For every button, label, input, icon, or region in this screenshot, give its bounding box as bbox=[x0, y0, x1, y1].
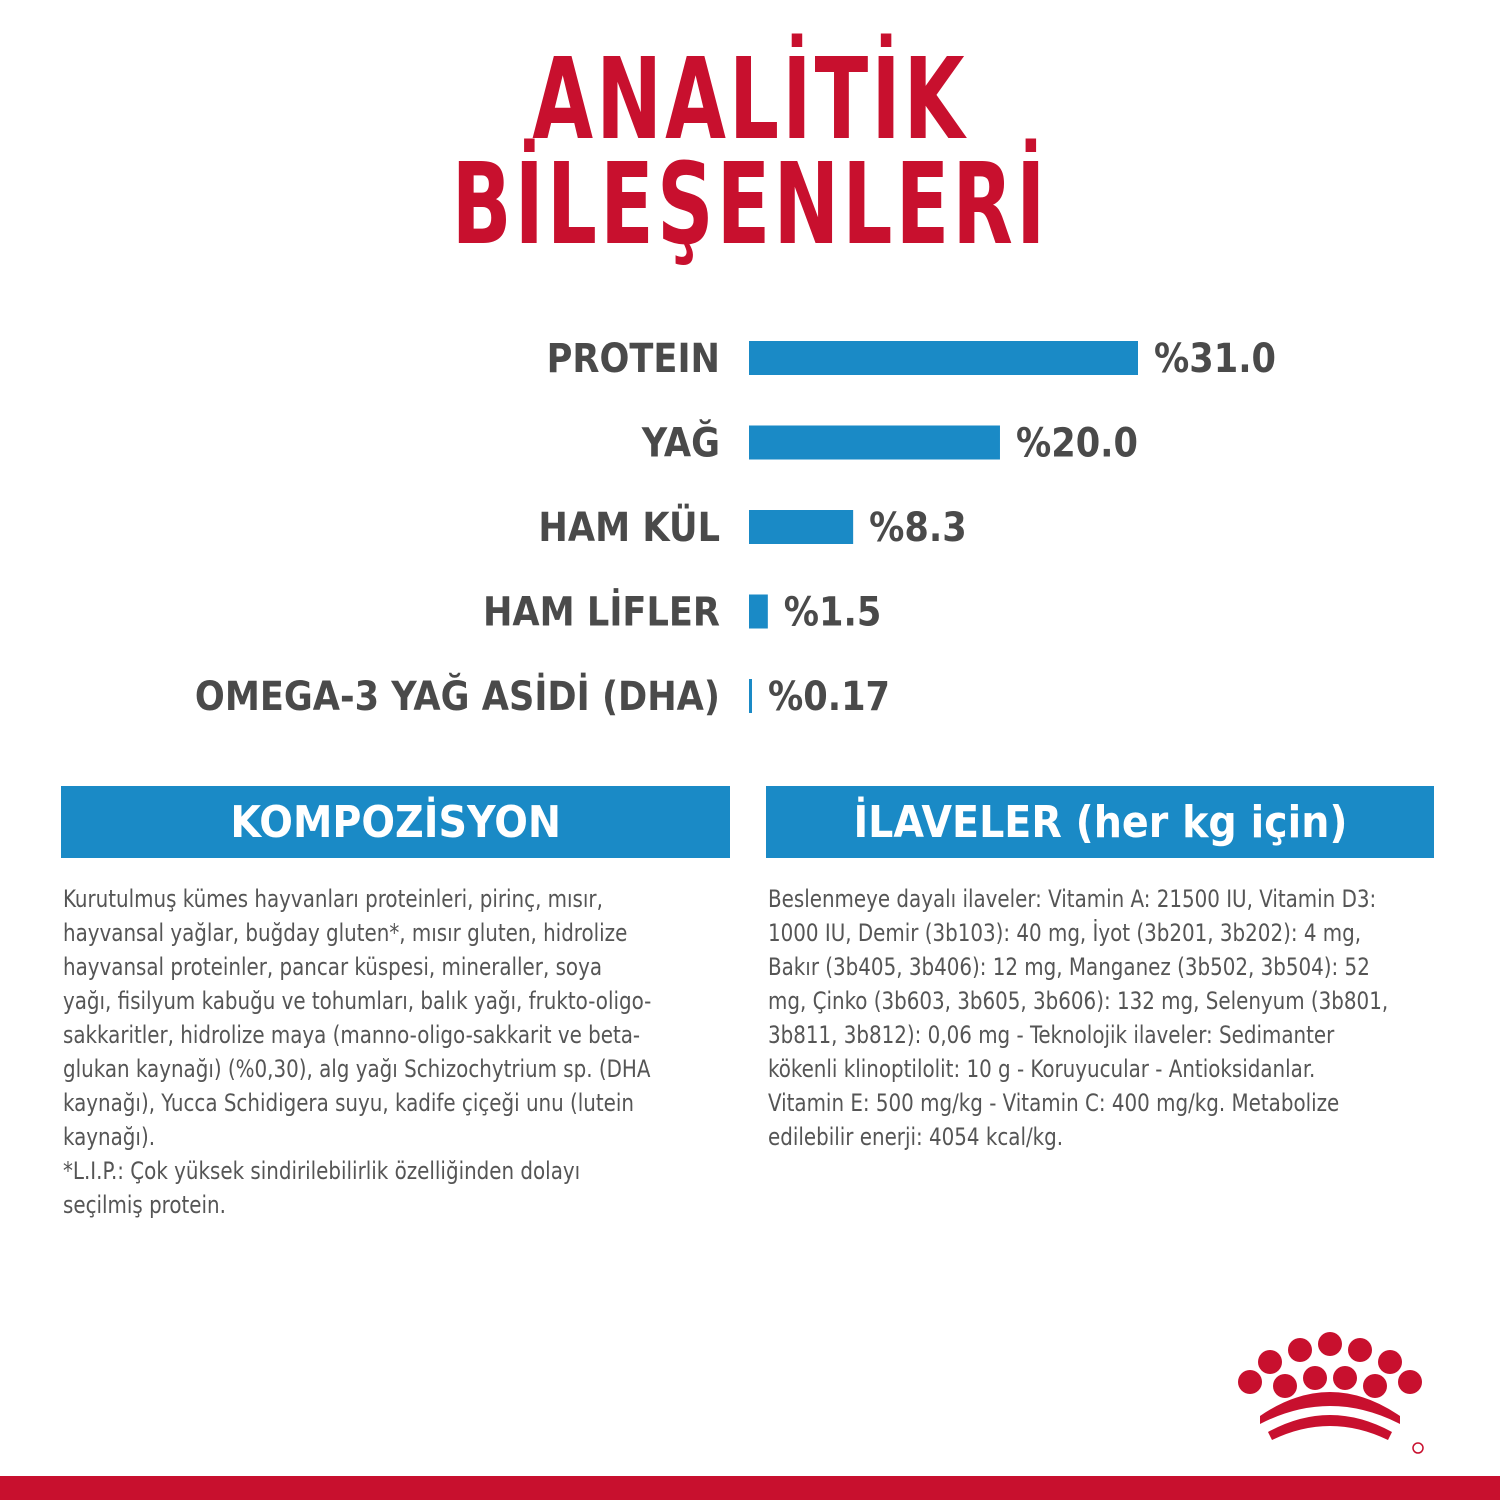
title-line-1: ANALİTİK bbox=[532, 35, 968, 165]
bar-category-label: PROTEIN bbox=[546, 334, 720, 382]
bar-value-label: %0.17 bbox=[768, 672, 891, 720]
text-line: *L.I.P.: Çok yüksek sindirilebilirlik özelliğinden dolayı bbox=[63, 1157, 581, 1185]
bar-category-label: OMEGA-3 YAĞ ASİDİ (DHA) bbox=[194, 672, 721, 720]
additives-header bbox=[766, 786, 1434, 858]
bar-category-label: HAM KÜL bbox=[538, 503, 720, 551]
composition-header bbox=[61, 786, 730, 858]
text-line: hayvansal proteinler, pancar küspesi, mineraller, soya bbox=[63, 953, 602, 981]
text-line: Beslenmeye dayalı ilaveler: Vitamin A: 21500 IU, Vitamin D3: bbox=[768, 885, 1377, 913]
text-line: edilebilir enerji: 4054 kcal/kg. bbox=[768, 1123, 1064, 1151]
bar bbox=[749, 341, 1138, 375]
text-line: seçilmiş protein. bbox=[63, 1191, 226, 1219]
additives-heading: İLAVELER (her kg için) bbox=[852, 796, 1348, 848]
text-line: sakkaritler, hidrolize maya (manno-oligo-sakkarit ve beta- bbox=[63, 1021, 641, 1049]
bar-value-label: %31.0 bbox=[1154, 334, 1277, 382]
text-line: kaynağı), Yucca Schidigera suyu, kadife çiçeği unu (lutein bbox=[63, 1089, 635, 1117]
text-line: 3b811, 3b812): 0,06 mg - Teknolojik ilaveler: Sedimanter bbox=[768, 1021, 1335, 1049]
text-line: glukan kaynağı) (%0,30), alg yağı Schizochytrium sp. (DHA bbox=[63, 1055, 651, 1083]
bar bbox=[749, 510, 853, 544]
bar-category-label: HAM LİFLER bbox=[482, 588, 720, 636]
bar-value-label: %20.0 bbox=[1015, 419, 1139, 467]
text-line: mg, Çinko (3b603, 3b605, 3b606): 132 mg, Selenyum (3b801, bbox=[768, 987, 1389, 1015]
text-line: kaynağı). bbox=[63, 1123, 155, 1151]
bar-value-label: %8.3 bbox=[869, 503, 967, 551]
composition-text bbox=[63, 882, 707, 1222]
text-line: hayvansal yağlar, buğday gluten*, mısır gluten, hidrolize bbox=[63, 919, 628, 947]
text-line: Bakır (3b405, 3b406): 12 mg, Manganez (3b502, 3b504): 52 bbox=[768, 953, 1370, 981]
bar bbox=[749, 595, 768, 629]
bar bbox=[749, 679, 752, 713]
text-line: kökenli klinoptilolit: 10 g - Koruyucular - Antioksidanlar. bbox=[768, 1055, 1316, 1083]
text-line: Vitamin E: 500 mg/kg - Vitamin C: 400 mg/kg. Metabolize bbox=[768, 1089, 1340, 1117]
bar-value-label: %1.5 bbox=[783, 588, 882, 636]
composition-heading: KOMPOZİSYON bbox=[230, 796, 561, 848]
text-line: Kurutulmuş kümes hayvanları proteinleri, pirinç, mısır, bbox=[63, 885, 603, 913]
title-line-2: BİLEŞENLERİ bbox=[451, 140, 1049, 270]
nutrient-bar-chart bbox=[0, 320, 1500, 740]
royal-canin-crown-logo-icon bbox=[1230, 1328, 1430, 1458]
text-line: yağı, fisilyum kabuğu ve tohumları, balık yağı, frukto-oligo- bbox=[63, 987, 652, 1015]
bar bbox=[749, 426, 1000, 460]
bar-category-label: YAĞ bbox=[641, 419, 720, 467]
additives-text bbox=[768, 882, 1430, 1154]
text-line: 1000 IU, Demir (3b103): 40 mg, İyot (3b201, 3b202): 4 mg, bbox=[768, 919, 1362, 947]
bottom-brand-stripe bbox=[0, 1476, 1500, 1500]
